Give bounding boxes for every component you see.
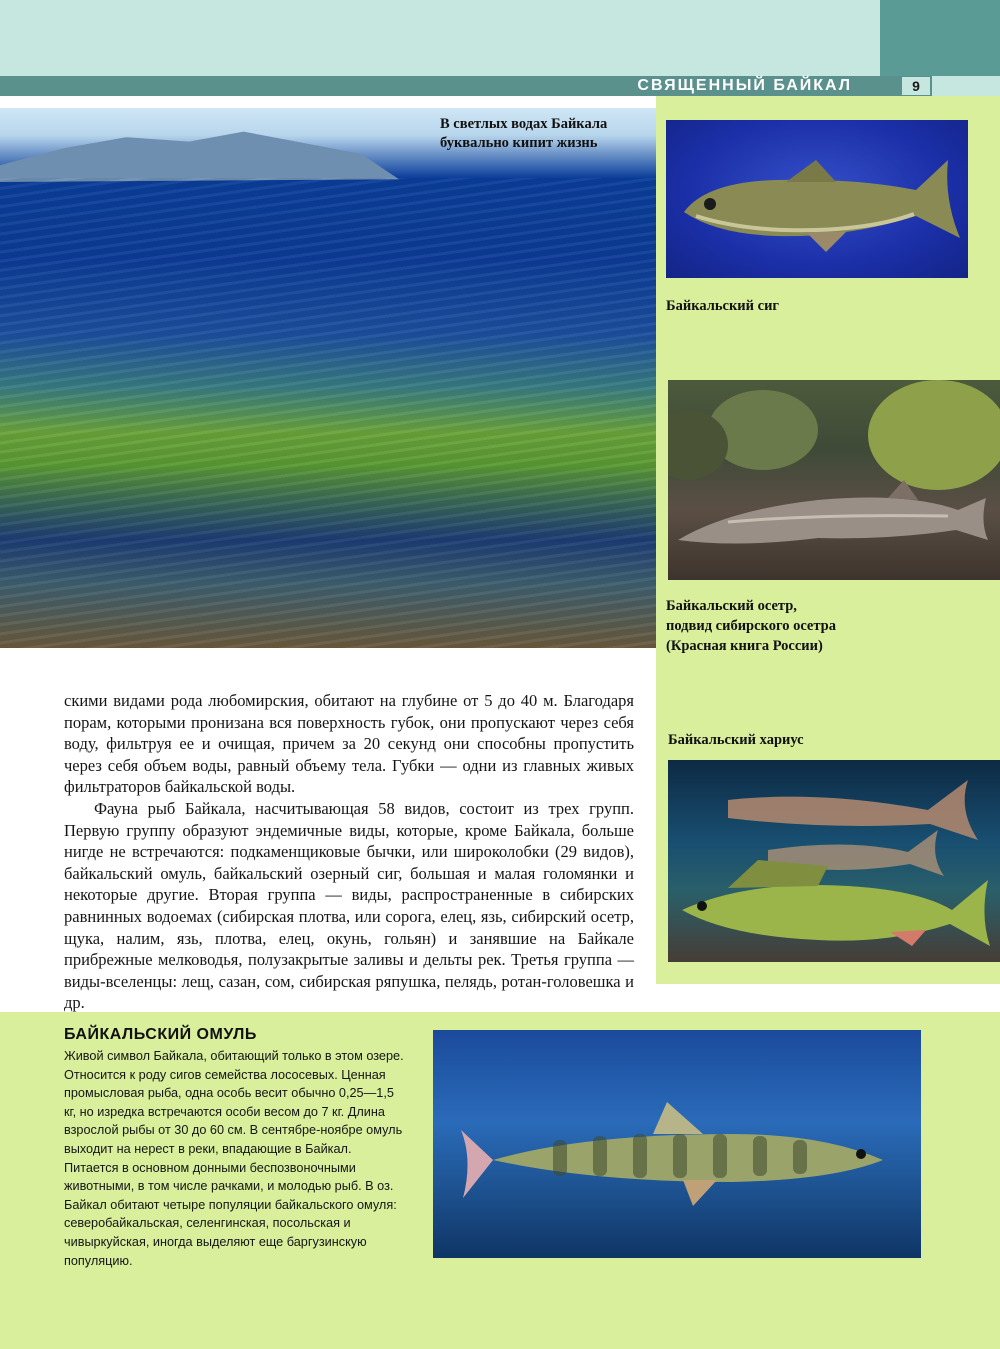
top-decor-band (0, 0, 880, 76)
osetr-caption-line-1: Байкальский осетр, (666, 598, 797, 614)
omul-heading: БАЙКАЛЬСКИЙ ОМУЛЬ (64, 1026, 257, 1043)
running-title: СВЯЩЕННЫЙ БАЙКАЛ (637, 77, 852, 94)
article-paragraph: Фауна рыб Байкала, насчитывающая 58 видов, состоит из трех групп. Первую группу образуют эндемичные виды, которые, кроме Байкала, больше нигде не встречаются: подкаменщиковые бычки, или широколобки (29 видов), байкальский омуль, байкальский озерный сиг, большая и малая голомянки и некоторые другие. Вторая группа — виды, распространенные в сибирских равнинных водоемах (сибирская плотва, или сорога, елец, язь, сибирский осетр, щука, налим, язь, плотва, елец, окунь, гольян) и занявшие на Байкале прибрежные мелководья, полузакрытые заливы и дельты рек. Третья группа — виды-вселенцы: лещ, сазан, сом, сибирская ряпушка, пелядь, ротан-головешка и др. (64, 798, 634, 1013)
osetr-caption-line-3: (Красная книга России) (666, 638, 823, 654)
article-paragraph: скими видами рода любомирския, обитают на глубине от 5 до 40 м. Благодаря порам, которыми пронизана вся поверхность губок, они пропускают через себя воду, фильтруя ее и очищая, причем за 20 секунд они способны пропустить через себя объем воды, равный объему тела. Губки — одни из главных живых фильтраторов байкальской воды. (64, 691, 634, 797)
top-corner-block (880, 0, 1000, 76)
page-number: 9 (902, 77, 930, 95)
omul-fish-image (433, 1030, 921, 1258)
omul-photo (433, 1030, 921, 1258)
sig-photo (666, 120, 968, 278)
sig-caption: Байкальский сиг (666, 298, 780, 314)
lake-photo-caption: В светлых водах Байкала буквально кипит жизнь (440, 116, 608, 151)
mountains-silhouette (0, 126, 420, 182)
lake-photo (0, 108, 656, 648)
harius-fish-image (668, 760, 1000, 962)
osetr-fish-image (668, 380, 1000, 580)
omul-description: Живой символ Байкала, обитающий только в этом озере. Относится к роду сигов семейства лососевых. Ценная промысловая рыба, одна особь весит обычно 0,25—1,5 кг, но изредка встречаются особи весом до 7 кг. Длина взрослой рыбы от 30 до 60 см. В сентябре-ноябре омуль выходит на нерест в реки, впадающие в Байкал. Питается в основном донными беспозвоночными животными, в том числе рачками, и молодью рыб. В оз. Байкал обитают четыре популяции байкальского омуля: северобайкальская, селенгинская, посольская и чивыркуйская, иногда выделяют еще баргузинскую популяцию. (64, 1049, 404, 1268)
sig-fish-image (666, 120, 968, 278)
osetr-caption-line-2: подвид сибирского осетра (666, 618, 836, 634)
harius-caption: Байкальский хариус (668, 732, 804, 748)
header-accent (932, 76, 1000, 96)
osetr-photo (668, 380, 1000, 580)
water-ripples (0, 178, 656, 648)
harius-photo (668, 760, 1000, 962)
main-article-text (64, 690, 634, 1014)
